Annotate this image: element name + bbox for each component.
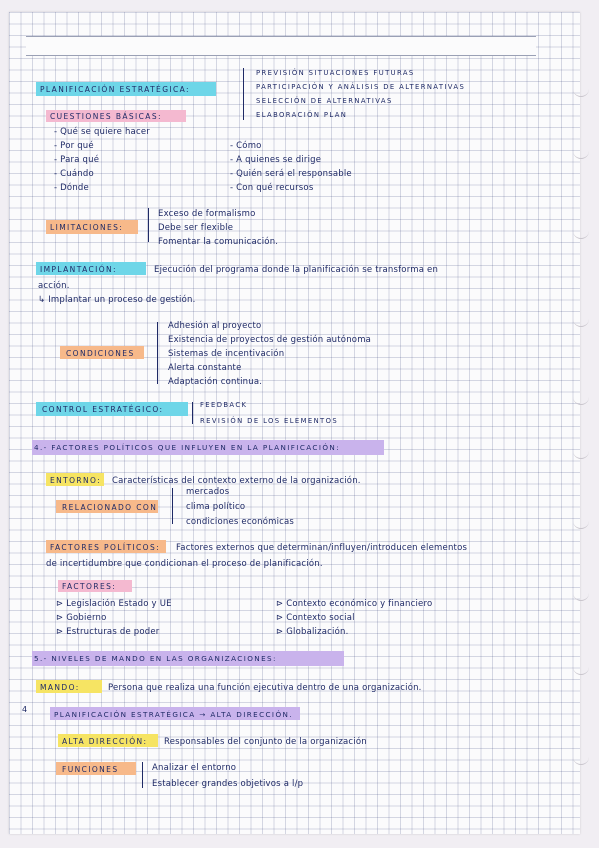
entorno-text: Características del contexto externo de la organización. — [112, 476, 361, 486]
factores-politicos-text: Factores externos que determinan/influyen/introducen elementos — [176, 543, 468, 553]
entorno-heading: ENTORNO: — [50, 476, 102, 485]
brace — [142, 762, 143, 788]
factor-item: ⊳ Legislación Estado y UE — [56, 599, 172, 609]
relacionado-item: condiciones económicas — [186, 517, 295, 527]
funcion-item: Analizar el entorno — [152, 763, 237, 773]
binder-hole — [573, 88, 589, 97]
condicion-item: Sistemas de incentivación — [168, 349, 285, 359]
relacionado-item: clima político — [186, 502, 246, 512]
factor-item: ⊳ Estructuras de poder — [56, 627, 160, 637]
cuestion-item: - Quién será el responsable — [230, 169, 352, 179]
cuestiones-heading: CUESTIONES BÁSICAS: — [50, 112, 162, 121]
factor-item: ⊳ Contexto económico y financiero — [276, 599, 433, 609]
cuestion-item: - Con qué recursos — [230, 183, 314, 193]
cuestion-item: - Por qué — [54, 141, 94, 151]
funcion-item: Establecer grandes objetivos a l/p — [152, 779, 304, 789]
binder-holes — [569, 0, 597, 848]
header-band — [26, 36, 536, 56]
funciones-heading: FUNCIONES — [62, 765, 119, 774]
control-heading: CONTROL ESTRATÉGICO: — [42, 405, 164, 414]
section-4-heading: 4.- FACTORES POLÍTICOS QUE INFLUYEN EN LA PLANIFICACIÓN: — [34, 443, 341, 452]
cuestion-item: - Qué se quiere hacer — [54, 127, 150, 137]
limitacion-item: Exceso de formalismo — [158, 209, 256, 219]
planificacion-item: PREVISIÓN SITUACIONES FUTURAS — [256, 69, 415, 77]
brace — [243, 68, 244, 120]
brace — [172, 488, 173, 524]
alta-direccion-heading: ALTA DIRECCIÓN: — [62, 737, 148, 746]
cuestion-item: - A quienes se dirige — [230, 155, 322, 165]
limitacion-item: Fomentar la comunicación. — [158, 237, 279, 247]
planif-alta-direccion: PLANIFICACIÓN ESTRATÉGICA → ALTA DIRECCIÓN. — [54, 710, 293, 719]
implantacion-heading: IMPLANTACIÓN: — [40, 265, 117, 274]
planificacion-item: ELABORACIÓN PLAN — [256, 111, 348, 119]
brace — [157, 322, 158, 384]
condicion-item: Existencia de proyectos de gestión autónoma — [168, 335, 372, 345]
brace — [192, 402, 193, 424]
condicion-item: Adhesión al proyecto — [168, 321, 262, 331]
factores-politicos-heading: FACTORES POLÍTICOS: — [50, 543, 161, 552]
factor-item: ⊳ Globalización. — [276, 627, 349, 637]
brace — [148, 208, 149, 242]
alta-direccion-text: Responsables del conjunto de la organización — [164, 737, 367, 747]
condicion-item: Adaptación continua. — [168, 377, 263, 387]
implantacion-text: Ejecución del programa donde la planificación se transforma en — [154, 265, 439, 275]
relacionado-item: mercados — [186, 487, 230, 497]
mando-heading: MANDO: — [40, 683, 80, 692]
factores-heading: FACTORES: — [62, 582, 117, 591]
planificacion-heading: PLANIFICACIÓN ESTRATÉGICA: — [40, 85, 190, 94]
factor-item: ⊳ Contexto social — [276, 613, 355, 623]
limitaciones-heading: LIMITACIONES: — [50, 223, 124, 232]
cuestion-item: - Dónde — [54, 183, 89, 193]
mando-text: Persona que realiza una función ejecutiva dentro de una organización. — [108, 683, 422, 693]
binder-hole — [573, 592, 589, 601]
control-item: REVISIÓN DE LOS ELEMENTOS — [200, 417, 339, 425]
binder-hole — [573, 666, 589, 675]
limitacion-item: Debe ser flexible — [158, 223, 234, 233]
relacionado-heading: RELACIONADO CON — [62, 503, 158, 512]
cuestion-item: - Cuándo — [54, 169, 94, 179]
factores-politicos-text: de incertidumbre que condicionan el proceso de planificación. — [46, 559, 323, 569]
cuestion-item: - Cómo — [230, 141, 262, 151]
condicion-item: Alerta constante — [168, 363, 242, 373]
margin-mark: 4 — [22, 705, 28, 714]
binder-hole — [573, 230, 589, 239]
binder-hole — [573, 520, 589, 529]
condiciones-heading: CONDICIONES — [66, 349, 135, 358]
control-item: FEEDBACK — [200, 401, 248, 409]
binder-hole — [573, 396, 589, 405]
planificacion-item: SELECCIÓN DE ALTERNATIVAS — [256, 97, 393, 105]
binder-hole — [573, 450, 589, 459]
planificacion-item: PARTICIPACIÓN Y ANÁLISIS DE ALTERNATIVAS — [256, 83, 466, 91]
section-5-heading: 5.- NIVELES DE MANDO EN LAS ORGANIZACIONES: — [34, 654, 277, 663]
binder-hole — [573, 150, 589, 159]
implantacion-text: acción. — [38, 281, 70, 291]
cuestion-item: - Para qué — [54, 155, 100, 165]
binder-hole — [573, 756, 589, 765]
binder-hole — [573, 318, 589, 327]
implantacion-text: ↳ Implantar un proceso de gestión. — [38, 295, 196, 305]
factor-item: ⊳ Gobierno — [56, 613, 107, 623]
